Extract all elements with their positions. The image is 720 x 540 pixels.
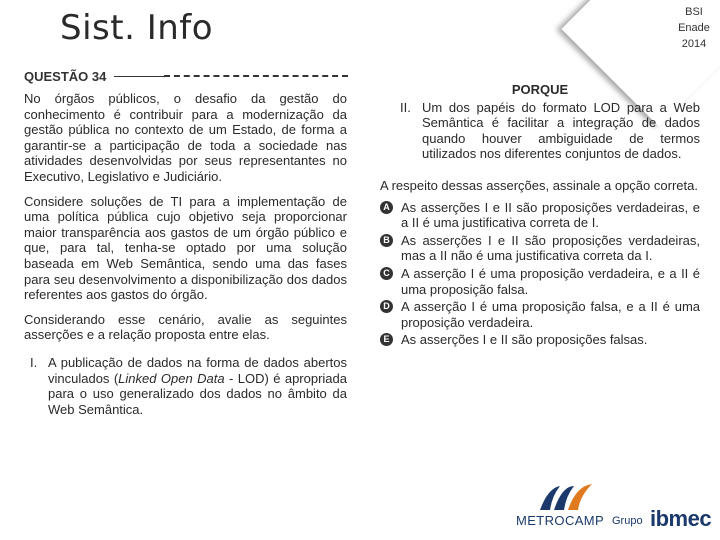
- header-rule-dashed: [164, 75, 348, 77]
- context-paragraph-3: Considerando esse cenário, avalie as seguintes asserções e a relação proposta entre elas.: [24, 311, 347, 343]
- assertion-1-text-start: A publicação de dados na forma de dados abertos vinculados (: [48, 354, 347, 386]
- metrocamp-mark-icon: [538, 482, 594, 512]
- option-d[interactable]: [380, 299, 700, 330]
- assertion-1-term: Linked Open Data: [118, 370, 225, 386]
- context-paragraph-1: No órgãos públicos, o desafio da gestão do conhecimento é contribuir para a modernização da gestão pública no contexto de um Estado, de forma a garantir-se a participação de toda a sociedade nas atividades desenvolvidas por seus representantes no Executivo, Legislativo e Judiciário.: [24, 91, 347, 184]
- option-c-text: A asserção I é uma proposição verdadeira, e a II é uma proposição falsa.: [401, 265, 700, 297]
- grupo-label: Grupo: [612, 515, 643, 527]
- assertion-2-text: Um dos papéis do formato LOD para a Web Semântica é facilitar a integração de dados quando houver ambiguidade de termos utilizados nos diferentes conjuntos de dados.: [422, 99, 700, 162]
- context-paragraph-2: Considere soluções de TI para a implementação de uma política pública cujo objetivo seja proporcionar maior transparência aos gastos de um órgão público e que, para tal, tenha-se optado por uma solução baseada em Web Semântica, sendo uma das fases para seu desenvolvimento a disponibilização dos dados referentes aos gastos do órgão.: [24, 193, 347, 303]
- option-e-text: As asserções I e II são proposições falsas.: [401, 332, 648, 348]
- assertion-1: [24, 355, 347, 417]
- porque-connector: PORQUE: [511, 82, 569, 97]
- ibmec-wordmark: ibmec: [650, 506, 712, 531]
- assertion-1-text-end: - LOD) é apropriada para o uso generalizado dos dados no âmbito da Web Semântica.: [48, 370, 347, 417]
- option-c-letter-icon: C: [380, 267, 393, 280]
- assertion-1-text: [48, 355, 347, 417]
- metrocamp-ibmec-logo: [514, 478, 710, 536]
- course-badge: [668, 4, 720, 52]
- slide-title: Sist. Info: [60, 8, 214, 48]
- option-d-text: A asserção I é uma proposição falsa, e a II é uma proposição verdadeira.: [401, 299, 700, 330]
- option-b-letter-icon: B: [380, 234, 393, 247]
- option-c[interactable]: [380, 266, 700, 297]
- assertion-2-number: II.: [400, 99, 411, 115]
- header-rule-solid: [114, 76, 164, 77]
- question-header: [24, 67, 348, 85]
- option-a-text: As asserções I e II são proposições verdadeiras, e a II é uma justificativa correta de I.: [401, 199, 700, 231]
- question-prompt: A respeito dessas asserções, assinale a opção correta.: [380, 177, 698, 193]
- metrocamp-wordmark: METROCAMP: [516, 513, 605, 528]
- assertion-1-number: I.: [30, 354, 38, 370]
- assertion-2: [380, 100, 700, 162]
- badge-line-exam: Enade: [678, 22, 710, 34]
- question-body-right: [380, 82, 700, 350]
- option-d-letter-icon: D: [380, 300, 393, 313]
- badge-line-year: 2014: [681, 38, 707, 50]
- option-a[interactable]: [380, 200, 700, 231]
- option-b[interactable]: [380, 233, 700, 264]
- badge-line-course: BSI: [685, 6, 703, 18]
- option-b-text: As asserções I e II são proposições verdadeiras, mas a II não é uma justificativa correta da I.: [401, 232, 700, 264]
- question-body-left: [24, 91, 347, 417]
- option-a-letter-icon: A: [380, 201, 393, 214]
- option-e[interactable]: [380, 332, 700, 348]
- option-e-letter-icon: E: [380, 333, 393, 346]
- question-number: QUESTÃO 34: [24, 68, 107, 84]
